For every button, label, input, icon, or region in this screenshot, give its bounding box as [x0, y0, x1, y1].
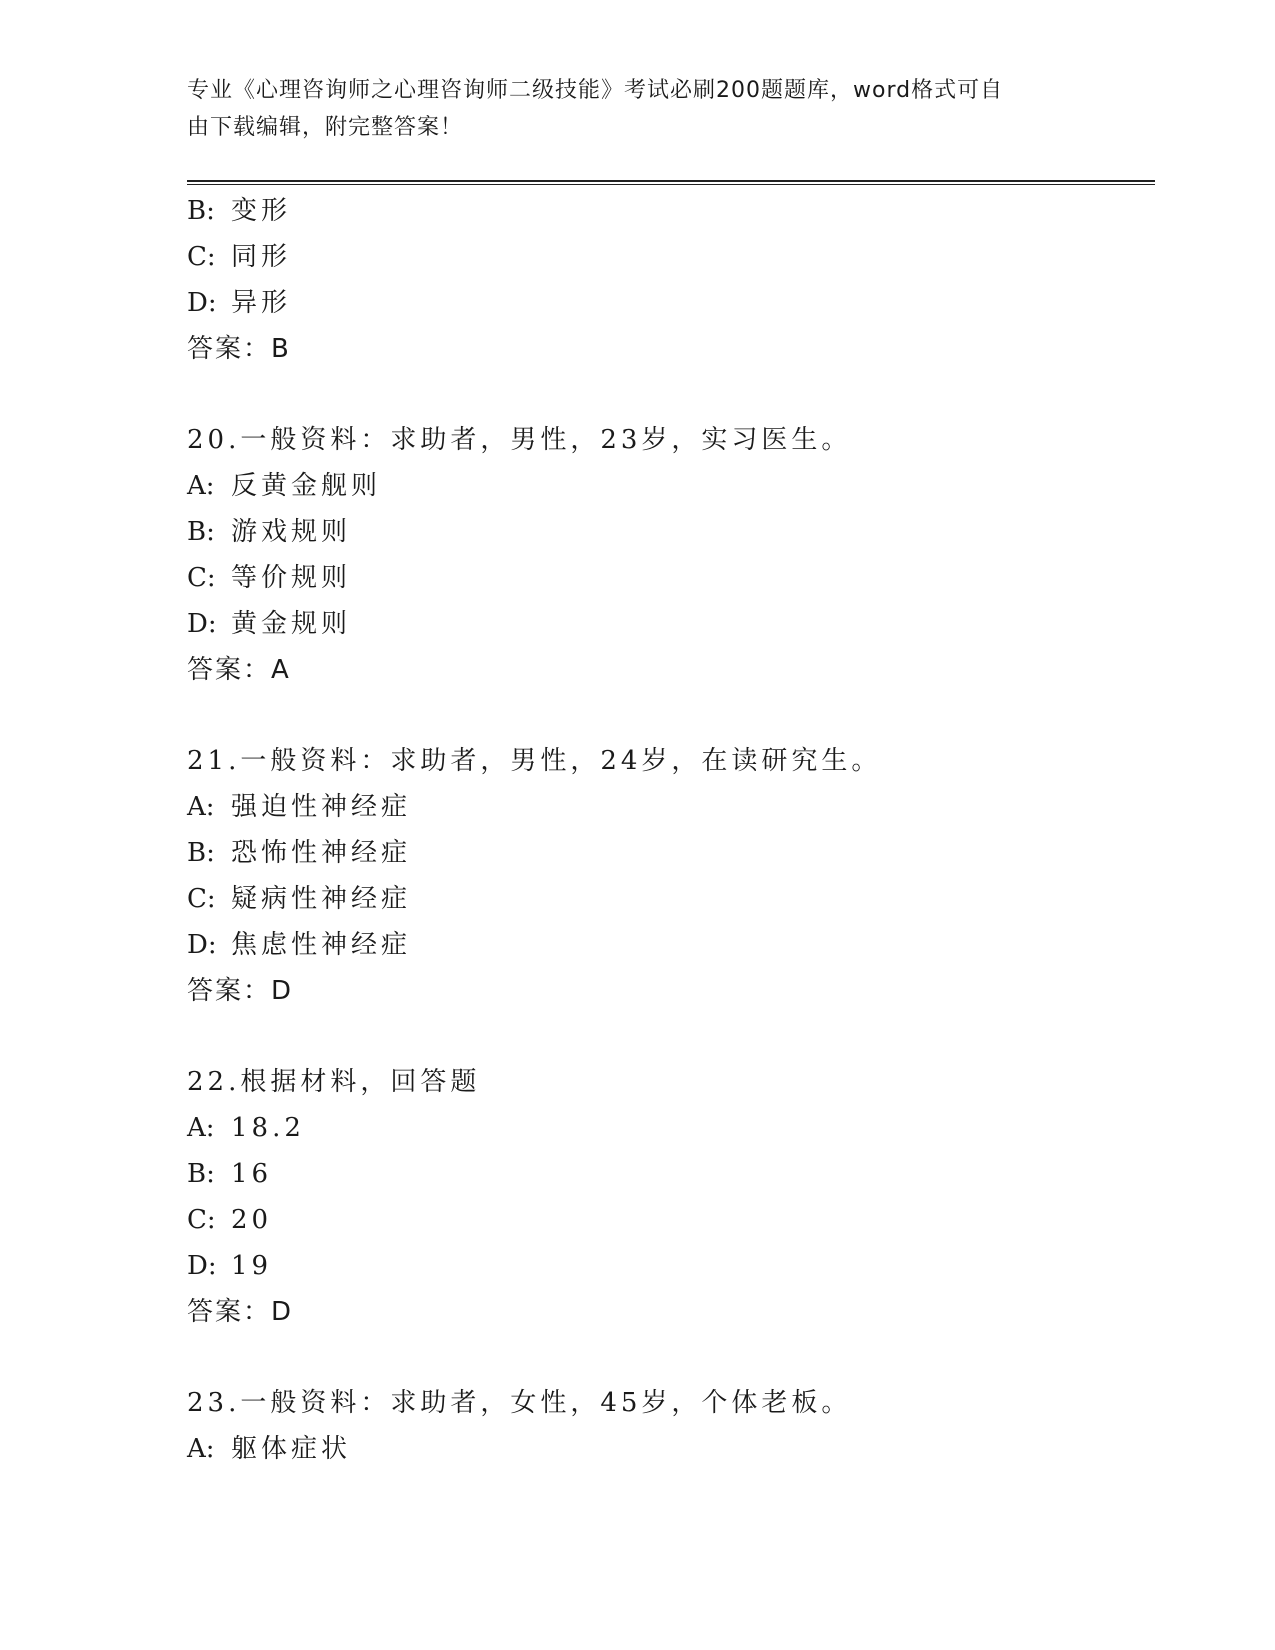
option-key: B: — [187, 517, 215, 547]
header-divider-thick — [187, 180, 1155, 182]
option-c — [187, 1197, 1155, 1243]
option-text: 16 — [231, 1159, 273, 1189]
option-b — [187, 509, 1155, 555]
option-a — [187, 1105, 1155, 1151]
option-text: 游戏规则 — [231, 517, 352, 547]
option-a — [187, 1426, 1155, 1472]
question-stem: 20.一般资料：求助者，男性，23岁，实习医生。 — [187, 425, 852, 455]
option-key: B: — [187, 196, 215, 226]
option-key: A: — [187, 1434, 215, 1464]
answer-line: 答案：A — [187, 655, 291, 685]
question-block — [187, 1059, 1155, 1335]
header-line-1: 专业《心理咨询师之心理咨询师二级技能》考试必刷200题题库，word格式可自 — [187, 78, 1004, 103]
question-block — [187, 188, 1155, 372]
answer-line: 答案：B — [187, 334, 291, 364]
option-text: 18.2 — [231, 1113, 305, 1143]
option-key: D: — [187, 609, 217, 639]
option-text: 强迫性神经症 — [231, 792, 412, 822]
question-stem: 22.根据材料，回答题 — [187, 1067, 481, 1097]
option-d — [187, 922, 1155, 968]
document-header — [187, 72, 1067, 146]
option-d — [187, 601, 1155, 647]
option-text: 等价规则 — [231, 563, 352, 593]
question-list — [187, 188, 1155, 1472]
question-stem: 23.一般资料：求助者，女性，45岁，个体老板。 — [187, 1388, 852, 1418]
question-block — [187, 738, 1155, 1014]
option-key: A: — [187, 1113, 215, 1143]
option-b — [187, 830, 1155, 876]
option-text: 黄金规则 — [231, 609, 352, 639]
option-b — [187, 1151, 1155, 1197]
option-key: B: — [187, 838, 215, 868]
option-text: 恐怖性神经症 — [231, 838, 412, 868]
option-c — [187, 234, 1155, 280]
option-text: 反黄金舰则 — [231, 471, 382, 501]
question-block — [187, 417, 1155, 693]
option-a — [187, 463, 1155, 509]
header-line-2: 由下载编辑，附完整答案！ — [187, 115, 464, 140]
option-key: D: — [187, 1251, 217, 1281]
option-a — [187, 784, 1155, 830]
option-text: 20 — [231, 1205, 273, 1235]
option-key: A: — [187, 471, 215, 501]
option-key: C: — [187, 884, 216, 914]
option-d — [187, 1243, 1155, 1289]
option-text: 躯体症状 — [231, 1434, 352, 1464]
option-b — [187, 188, 1155, 234]
option-text: 19 — [231, 1251, 273, 1281]
option-c — [187, 555, 1155, 601]
option-text: 变形 — [231, 196, 292, 226]
option-text: 焦虑性神经症 — [231, 930, 412, 960]
option-key: C: — [187, 1205, 216, 1235]
option-key: D: — [187, 930, 217, 960]
option-text: 同形 — [231, 242, 292, 272]
question-block — [187, 1380, 1155, 1472]
header-divider-thin — [187, 184, 1155, 185]
option-text: 异形 — [231, 288, 292, 318]
option-key: C: — [187, 563, 216, 593]
question-stem: 21.一般资料：求助者，男性，24岁，在读研究生。 — [187, 746, 882, 776]
option-key: B: — [187, 1159, 215, 1189]
option-key: A: — [187, 792, 215, 822]
option-key: C: — [187, 242, 216, 272]
option-d — [187, 280, 1155, 326]
option-c — [187, 876, 1155, 922]
option-text: 疑病性神经症 — [231, 884, 412, 914]
answer-line: 答案：D — [187, 976, 294, 1006]
answer-line: 答案：D — [187, 1297, 294, 1327]
option-key: D: — [187, 288, 217, 318]
